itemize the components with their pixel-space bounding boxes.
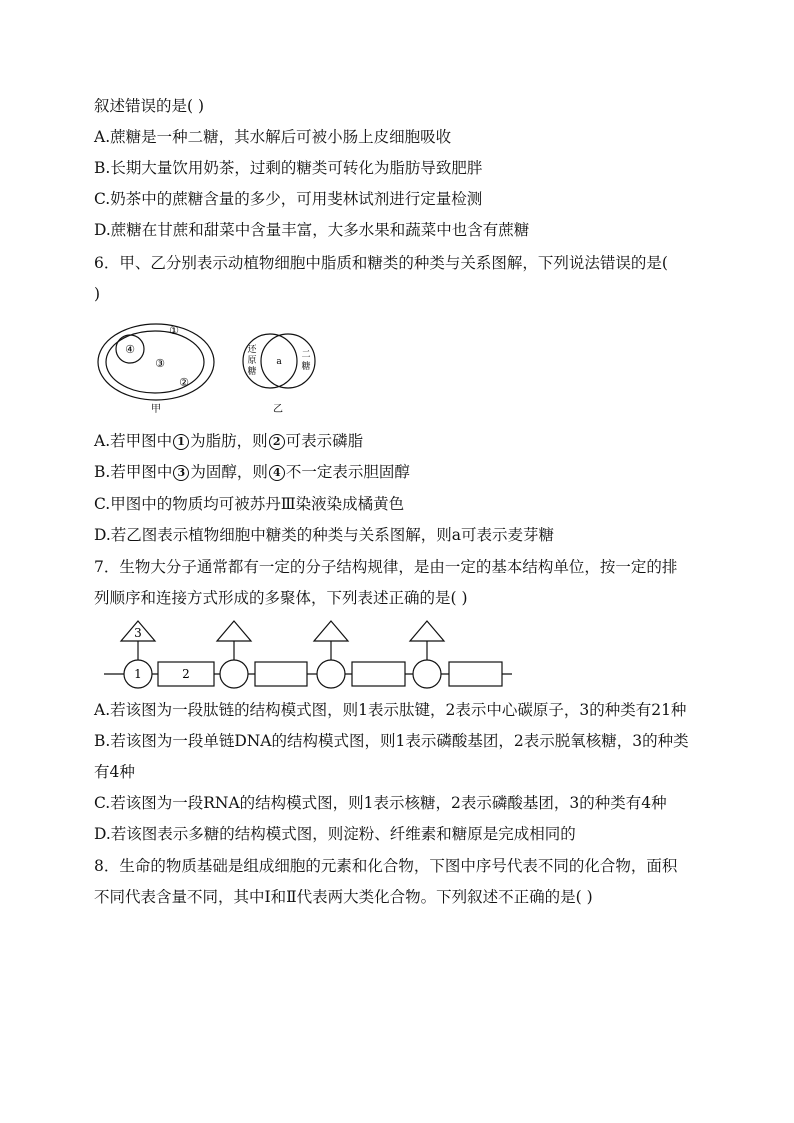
circled-number-4: 4 <box>269 465 285 481</box>
q6-b-post: 不一定表示胆固醇 <box>285 463 410 481</box>
rect-label-2: 2 <box>182 667 190 681</box>
q6-stem-line2: ) <box>94 285 101 303</box>
jia-caption: 甲 <box>151 404 161 415</box>
jia-label-3: ③ <box>155 357 165 370</box>
q5-option-d: D.蔗糖在甘蔗和甜菜中含量丰富，大多水果和蔬菜中也含有蔗糖 <box>94 221 530 239</box>
rect-unit-4 <box>449 662 502 686</box>
jia-label-4: ④ <box>125 343 135 356</box>
circle-unit-2 <box>220 660 248 688</box>
q6-option-c: C.甲图中的物质均可被苏丹Ⅲ染液染成橘黄色 <box>94 495 405 513</box>
circle-unit-3 <box>317 660 345 688</box>
triangle-unit-3 <box>314 621 348 641</box>
q7-polymer-figure <box>100 615 520 691</box>
yi-left-char-3: 糖 <box>247 367 257 377</box>
q5-option-b: B.长期大量饮用奶茶，过剩的糖类可转化为脂肪导致肥胖 <box>94 159 483 177</box>
q6-figure-jia <box>95 318 230 418</box>
jia-label-2: ② <box>179 376 189 389</box>
q6-a-pre: A.若甲图中 <box>94 432 173 450</box>
q6-option-a <box>94 431 363 451</box>
rect-unit-2 <box>255 662 307 686</box>
q5-option-a: A.蔗糖是一种二糖，其水解后可被小肠上皮细胞吸收 <box>94 128 452 146</box>
q6-stem-line1: 6．甲、乙分别表示动植物细胞中脂质和糖类的种类与关系图解，下列说法错误的是( <box>94 254 668 272</box>
yi-left-char-1: 还 <box>247 345 257 355</box>
q7-option-b-line2: 有4种 <box>94 763 135 781</box>
q6-figure-yi <box>240 330 320 418</box>
triangle-label-3: 3 <box>134 626 142 640</box>
yi-right-char-1: 二 <box>301 350 311 360</box>
q7-stem-line1: 7．生物大分子通常都有一定的分子结构规律，是由一定的基本结构单位，按一定的排 <box>94 558 678 576</box>
rect-unit-3 <box>352 662 405 686</box>
circle-label-1: 1 <box>134 667 142 681</box>
q6-a-mid: 为脂肪，则 <box>190 432 268 450</box>
circle-unit-4 <box>413 660 441 688</box>
q6-b-mid: 为固醇，则 <box>190 463 268 481</box>
q7-option-a: A.若该图为一段肽链的结构模式图，则1表示肽键，2表示中心碳原子，3的种类有21种 <box>94 701 687 719</box>
circled-number-3: 3 <box>173 465 189 481</box>
q7-option-d: D.若该图表示多糖的结构模式图，则淀粉、纤维素和糖原是完成相同的 <box>94 825 576 843</box>
q7-option-c: C.若该图为一段RNA的结构模式图，则1表示核糖，2表示磷酸基团，3的种类有4种 <box>94 794 667 812</box>
triangle-unit-4 <box>410 621 444 641</box>
yi-caption: 乙 <box>273 404 283 415</box>
q5-option-c: C.奶茶中的蔗糖含量的多少，可用斐林试剂进行定量检测 <box>94 190 483 208</box>
yi-right-circle <box>261 334 315 388</box>
circled-number-1: 1 <box>173 434 189 450</box>
q6-a-post: 可表示磷脂 <box>285 432 364 450</box>
yi-right-char-2: 糖 <box>301 362 311 372</box>
q8-stem-line1: 8．生命的物质基础是组成细胞的元素和化合物，下图中序号代表不同的化合物，面积 <box>94 857 678 875</box>
q5-stem-end: 叙述错误的是( ) <box>94 97 205 115</box>
yi-left-char-2: 原 <box>247 356 257 366</box>
q8-stem-line2: 不同代表含量不同，其中Ⅰ和Ⅱ代表两大类化合物。下列叙述不正确的是( ) <box>94 888 593 906</box>
jia-label-1: ① <box>169 324 179 337</box>
q7-stem-line2: 列顺序和连接方式形成的多聚体，下列表述正确的是( ) <box>94 589 468 607</box>
circled-number-2: 2 <box>269 434 285 450</box>
q6-b-pre: B.若甲图中 <box>94 463 173 481</box>
triangle-unit-2 <box>217 621 251 641</box>
q6-option-b <box>94 462 410 482</box>
q6-option-d: D.若乙图表示植物细胞中糖类的种类与关系图解，则a可表示麦芽糖 <box>94 526 555 544</box>
q7-option-b-line1: B.若该图为一段单链DNA的结构模式图，则1表示磷酸基团，2表示脱氧核糖，3的种类 <box>94 732 689 750</box>
yi-center-label: a <box>276 357 282 367</box>
